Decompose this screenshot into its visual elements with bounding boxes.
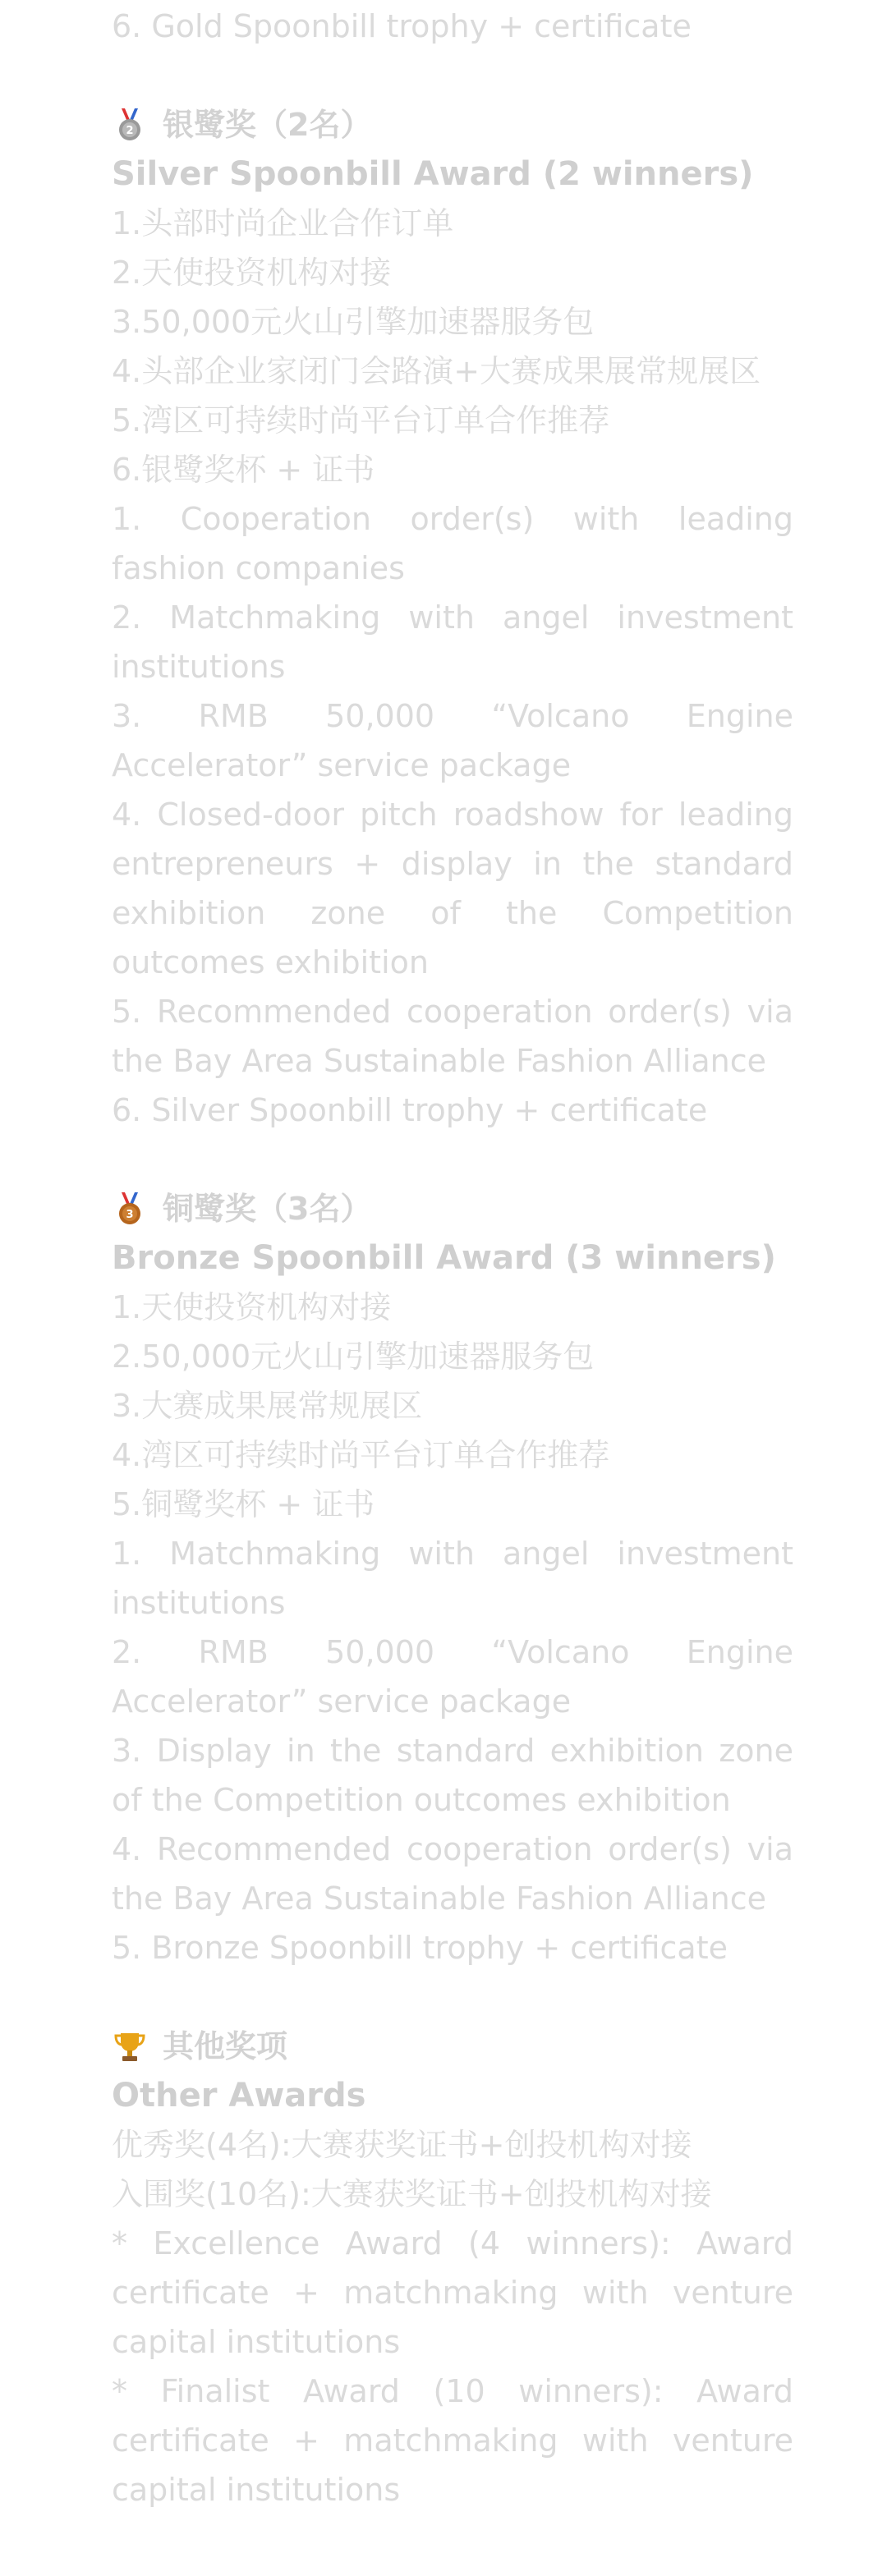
list-item: 3. RMB 50,000 “Volcano Engine Accelerator” service package xyxy=(112,698,793,783)
list-item: 2.天使投资机构对接 xyxy=(112,255,392,291)
svg-text:2: 2 xyxy=(126,125,134,137)
silver-award-heading xyxy=(112,100,793,149)
bronze-award-title-cn: 铜鹭奖（3名） xyxy=(163,1191,372,1227)
list-item: 2. RMB 50,000 “Volcano Engine Accelerator” service package xyxy=(112,1634,793,1720)
bronze-award-list xyxy=(112,1283,793,1972)
silver-award-list xyxy=(112,199,793,1135)
list-item: 5.铜鹭奖杯 + 证书 xyxy=(112,1486,375,1522)
awards-content xyxy=(112,0,793,2514)
trophy-icon xyxy=(112,2028,148,2064)
silver-medal-icon xyxy=(112,107,148,143)
other-awards-title-cn: 其他奖项 xyxy=(163,2028,288,2064)
list-item: 4. Closed-door pitch roadshow for leading entrepreneurs + display in the standard exhibition zone of the Competition outcomes exhibition xyxy=(112,797,793,980)
list-item: 6. Silver Spoonbill trophy + certificate xyxy=(112,1092,708,1128)
other-awards-list xyxy=(112,2120,793,2514)
list-item: 1. Matchmaking with angel investment institutions xyxy=(112,1536,793,1621)
bronze-award-heading xyxy=(112,1184,793,1233)
list-item: 3.50,000元火山引擎加速器服务包 xyxy=(112,304,595,340)
list-item: 1.天使投资机构对接 xyxy=(112,1289,392,1325)
bronze-medal-icon xyxy=(112,1191,148,1227)
other-awards-heading xyxy=(112,2022,793,2071)
list-item: 1. Cooperation order(s) with leading fashion companies xyxy=(112,501,793,586)
list-item: * Excellence Award (4 winners): Award certificate + matchmaking with venture capital institutions xyxy=(112,2225,793,2360)
gold-award-last-line: 6. Gold Spoonbill trophy + certificate xyxy=(112,8,692,44)
list-item: 3.大赛成果展常规展区 xyxy=(112,1388,423,1424)
other-awards-title-en: Other Awards xyxy=(112,2077,366,2115)
list-item: * Finalist Award (10 winners): Award certificate + matchmaking with venture capital institutions xyxy=(112,2373,793,2508)
bronze-award-title-en: Bronze Spoonbill Award (3 winners) xyxy=(112,1239,776,1277)
list-item: 4.头部企业家闭门会路演+大赛成果展常规展区 xyxy=(112,353,761,389)
list-item: 4. Recommended cooperation order(s) via the Bay Area Sustainable Fashion Alliance xyxy=(112,1831,793,1917)
list-item: 5. Bronze Spoonbill trophy + certificate xyxy=(112,1930,728,1966)
list-item: 6.银鹭奖杯 + 证书 xyxy=(112,452,375,488)
list-item: 2. Matchmaking with angel investment institutions xyxy=(112,599,793,685)
svg-text:3: 3 xyxy=(126,1209,134,1221)
list-item: 5.湾区可持续时尚平台订单合作推荐 xyxy=(112,402,610,439)
silver-award-title-cn: 银鹭奖（2名） xyxy=(163,107,372,143)
silver-award-title-en: Silver Spoonbill Award (2 winners) xyxy=(112,155,754,193)
list-item: 4.湾区可持续时尚平台订单合作推荐 xyxy=(112,1437,610,1473)
list-item: 入围奖(10名):大赛获奖证书+创投机构对接 xyxy=(112,2176,712,2212)
list-item: 3. Display in the standard exhibition zone of the Competition outcomes exhibition xyxy=(112,1733,793,1818)
list-item: 5. Recommended cooperation order(s) via the Bay Area Sustainable Fashion Alliance xyxy=(112,994,793,1079)
list-item: 优秀奖(4名):大赛获奖证书+创投机构对接 xyxy=(112,2127,692,2163)
list-item: 2.50,000元火山引擎加速器服务包 xyxy=(112,1339,595,1375)
list-item: 1.头部时尚企业合作订单 xyxy=(112,205,454,241)
